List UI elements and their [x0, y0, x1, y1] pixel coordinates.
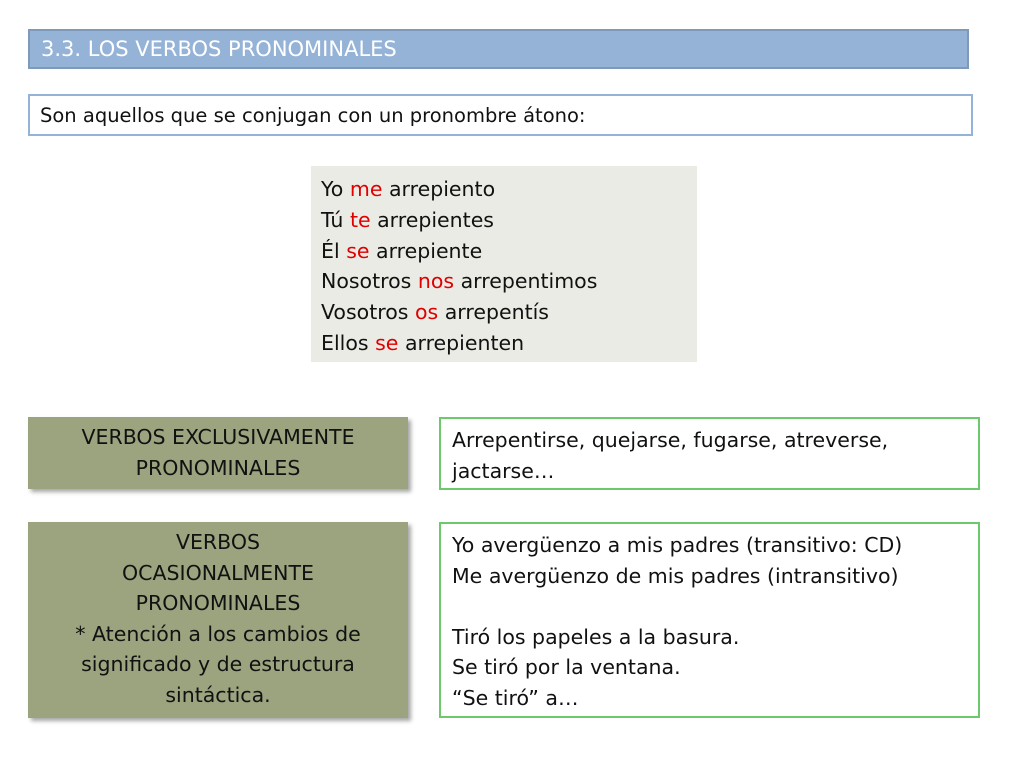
exclusive-pronominal-label [28, 417, 408, 489]
exclusive-pronominal-examples [439, 417, 980, 490]
verb-form: arrepentís [444, 300, 549, 325]
verb-form: arrepentimos [460, 269, 598, 294]
pronoun: me [349, 177, 383, 201]
label-line: VERBOS EXCLUSIVAMENTE [81, 425, 355, 449]
conjugation-row [321, 205, 697, 236]
label-line: PRONOMINALES [135, 591, 301, 615]
pronoun: se [375, 330, 399, 355]
verb-form: arrepienten [404, 330, 525, 355]
conjugation-table [311, 166, 697, 362]
pronoun: te [349, 207, 371, 232]
label-line: PRONOMINALES [135, 455, 301, 480]
subject: Yo [321, 177, 344, 201]
subject: Vosotros [321, 300, 409, 325]
verb-form: arrepientes [377, 207, 494, 232]
occasional-pronominal-label [28, 522, 408, 718]
example-line: Arrepentirse, quejarse, fugarse, atreverse, [452, 428, 889, 452]
label-note-line: significado y de estructura [81, 652, 355, 676]
example-line: jactarse… [452, 458, 555, 483]
conjugation-row [321, 236, 697, 267]
example-line: Tiró los papeles a la basura. [452, 624, 740, 649]
subject: Nosotros [321, 269, 412, 294]
verb-form: arrepiente [376, 238, 483, 263]
conjugation-row [321, 297, 697, 328]
label-line: VERBOS [175, 530, 261, 554]
intro-text: Son aquellos que se conjugan con un pronombre átono: [28, 94, 973, 136]
label-note-line: * Atención a los cambios de [75, 621, 361, 646]
pronoun: os [414, 300, 439, 325]
subject: Ellos [321, 330, 369, 355]
example-line: Se tiró por la ventana. [452, 655, 681, 679]
example-line: “Se tiró” a… [452, 685, 579, 710]
subject: Él [321, 238, 340, 263]
conjugation-row [321, 266, 697, 297]
conjugation-row [321, 174, 697, 205]
subject: Tú [321, 207, 344, 232]
label-note-line: sintáctica. [165, 682, 271, 707]
slide-title: 3.3. LOS VERBOS PRONOMINALES [28, 29, 969, 69]
pronoun: nos [417, 269, 455, 294]
verb-form: arrepiento [389, 177, 496, 201]
example-line: Yo avergüenzo a mis padres (transitivo: CD) [452, 533, 903, 557]
occasional-pronominal-examples [439, 522, 980, 718]
example-spacer [452, 591, 978, 622]
pronoun: se [346, 238, 370, 263]
conjugation-row [321, 328, 697, 359]
label-line: OCASIONALMENTE [122, 560, 314, 585]
example-line: Me avergüenzo de mis padres (intransitivo) [452, 563, 899, 588]
